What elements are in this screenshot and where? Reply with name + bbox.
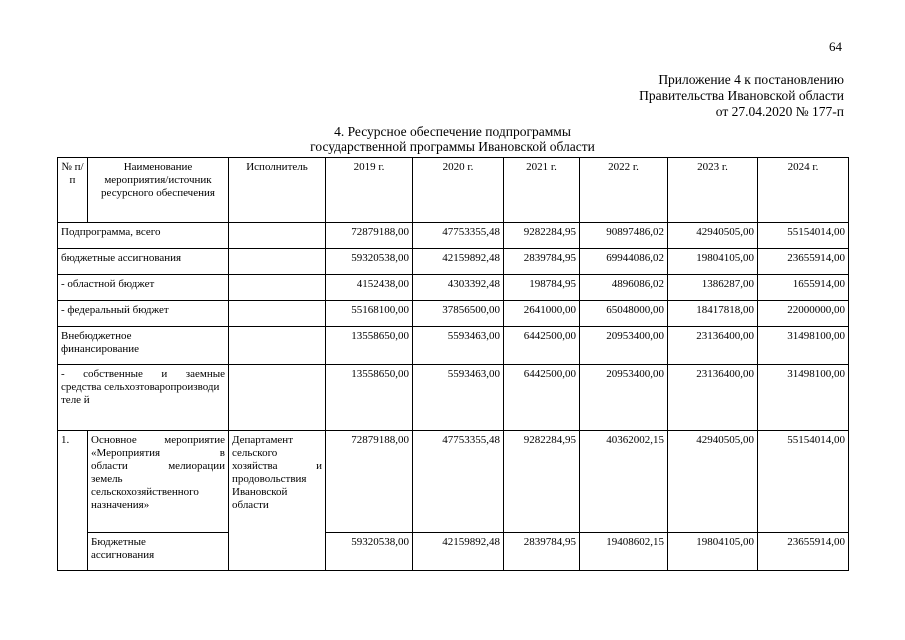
value-cell: 72879188,00 <box>326 431 413 533</box>
header-2021: 2021 г. <box>504 158 580 223</box>
title-line: государственной программы Ивановской области <box>310 139 595 154</box>
resource-table <box>57 157 849 571</box>
event-row <box>58 431 849 533</box>
event-subrow <box>58 533 849 571</box>
approval-line: от 27.04.2020 № 177-п <box>715 104 844 119</box>
value-cell: 90897486,02 <box>580 223 668 249</box>
row-name-text: Внебюджетное финансирование <box>61 330 140 355</box>
value-cell: 1655914,00 <box>758 275 849 301</box>
value-cell: 20953400,00 <box>580 327 668 365</box>
value-cell: 13558650,00 <box>326 327 413 365</box>
row-name: бюджетные ассигнования <box>58 249 229 275</box>
event-sub-name-text: Бюджетные ассигнования <box>91 536 155 561</box>
event-name-rest: сельскохозяйственного назначения» <box>91 486 199 511</box>
value-cell: 42159892,48 <box>413 533 504 571</box>
event-executor <box>229 431 326 571</box>
value-cell: 59320538,00 <box>326 533 413 571</box>
row-name: - областной бюджет <box>58 275 229 301</box>
header-2020: 2020 г. <box>413 158 504 223</box>
row-executor <box>229 249 326 275</box>
value-cell: 23655914,00 <box>758 249 849 275</box>
value-cell: 31498100,00 <box>758 365 849 431</box>
row-executor <box>229 301 326 327</box>
executor-rest: продовольствия Ивановской области <box>232 473 307 511</box>
value-cell: 5593463,00 <box>413 365 504 431</box>
value-cell: 40362002,15 <box>580 431 668 533</box>
value-cell: 42159892,48 <box>413 249 504 275</box>
value-cell: 6442500,00 <box>504 365 580 431</box>
value-cell: 72879188,00 <box>326 223 413 249</box>
value-cell: 1386287,00 <box>668 275 758 301</box>
header-2019: 2019 г. <box>326 158 413 223</box>
table-row <box>58 365 849 431</box>
value-cell: 55154014,00 <box>758 431 849 533</box>
value-cell: 19804105,00 <box>668 533 758 571</box>
table-row <box>58 301 849 327</box>
value-cell: 23136400,00 <box>668 327 758 365</box>
executor-line: Департамент <box>232 434 294 446</box>
document-title <box>0 124 905 154</box>
event-name-line: Основное мероприятие <box>91 434 225 446</box>
executor-line: хозяйства и <box>232 460 322 472</box>
value-cell: 5593463,00 <box>413 327 504 365</box>
table-row <box>58 223 849 249</box>
value-cell: 23655914,00 <box>758 533 849 571</box>
value-cell: 19408602,15 <box>580 533 668 571</box>
row-name <box>58 327 229 365</box>
value-cell: 22000000,00 <box>758 301 849 327</box>
header-name: Наименование мероприятия/источник ресурсного обеспечения <box>88 158 229 223</box>
header-2024: 2024 г. <box>758 158 849 223</box>
table-row <box>58 249 849 275</box>
value-cell: 198784,95 <box>504 275 580 301</box>
row-executor <box>229 327 326 365</box>
header-num: № п/п <box>58 158 88 223</box>
row-executor <box>229 223 326 249</box>
header-2023: 2023 г. <box>668 158 758 223</box>
value-cell: 18417818,00 <box>668 301 758 327</box>
executor-line: сельского <box>232 447 278 459</box>
value-cell: 4152438,00 <box>326 275 413 301</box>
table-row <box>58 275 849 301</box>
row-executor <box>229 365 326 431</box>
event-sub-name <box>88 533 229 571</box>
value-cell: 13558650,00 <box>326 365 413 431</box>
event-name-line: «Мероприятия в <box>91 447 225 459</box>
value-cell: 4896086,02 <box>580 275 668 301</box>
header-2022: 2022 г. <box>580 158 668 223</box>
value-cell: 9282284,95 <box>504 223 580 249</box>
approval-line: Приложение 4 к постановлению <box>658 72 844 87</box>
value-cell: 59320538,00 <box>326 249 413 275</box>
row-name-line: - собственные и заемные <box>61 368 225 380</box>
value-cell: 20953400,00 <box>580 365 668 431</box>
row-name <box>58 365 229 431</box>
value-cell: 6442500,00 <box>504 327 580 365</box>
event-num: 1. <box>58 431 88 571</box>
value-cell: 2839784,95 <box>504 249 580 275</box>
value-cell: 19804105,00 <box>668 249 758 275</box>
value-cell: 42940505,00 <box>668 223 758 249</box>
approval-line: Правительства Ивановской области <box>639 88 844 103</box>
event-name <box>88 431 229 533</box>
header-row <box>58 158 849 223</box>
value-cell: 42940505,00 <box>668 431 758 533</box>
title-line: 4. Ресурсное обеспечение подпрограммы <box>334 124 571 139</box>
value-cell: 2641000,00 <box>504 301 580 327</box>
value-cell: 55168100,00 <box>326 301 413 327</box>
approval-note <box>639 72 844 120</box>
table-row <box>58 327 849 365</box>
value-cell: 47753355,48 <box>413 431 504 533</box>
row-name-rest: средства сельхозтоваропроизводителе й <box>61 381 220 406</box>
event-name-line: области мелиорации <box>91 460 225 472</box>
value-cell: 37856500,00 <box>413 301 504 327</box>
header-executor: Исполнитель <box>229 158 326 223</box>
value-cell: 69944086,02 <box>580 249 668 275</box>
value-cell: 23136400,00 <box>668 365 758 431</box>
value-cell: 9282284,95 <box>504 431 580 533</box>
value-cell: 4303392,48 <box>413 275 504 301</box>
value-cell: 65048000,00 <box>580 301 668 327</box>
page-number: 64 <box>829 39 842 54</box>
row-name: Подпрограмма, всего <box>58 223 229 249</box>
event-name-line: земель <box>91 473 123 485</box>
row-name: - федеральный бюджет <box>58 301 229 327</box>
row-executor <box>229 275 326 301</box>
value-cell: 2839784,95 <box>504 533 580 571</box>
value-cell: 55154014,00 <box>758 223 849 249</box>
value-cell: 47753355,48 <box>413 223 504 249</box>
value-cell: 31498100,00 <box>758 327 849 365</box>
